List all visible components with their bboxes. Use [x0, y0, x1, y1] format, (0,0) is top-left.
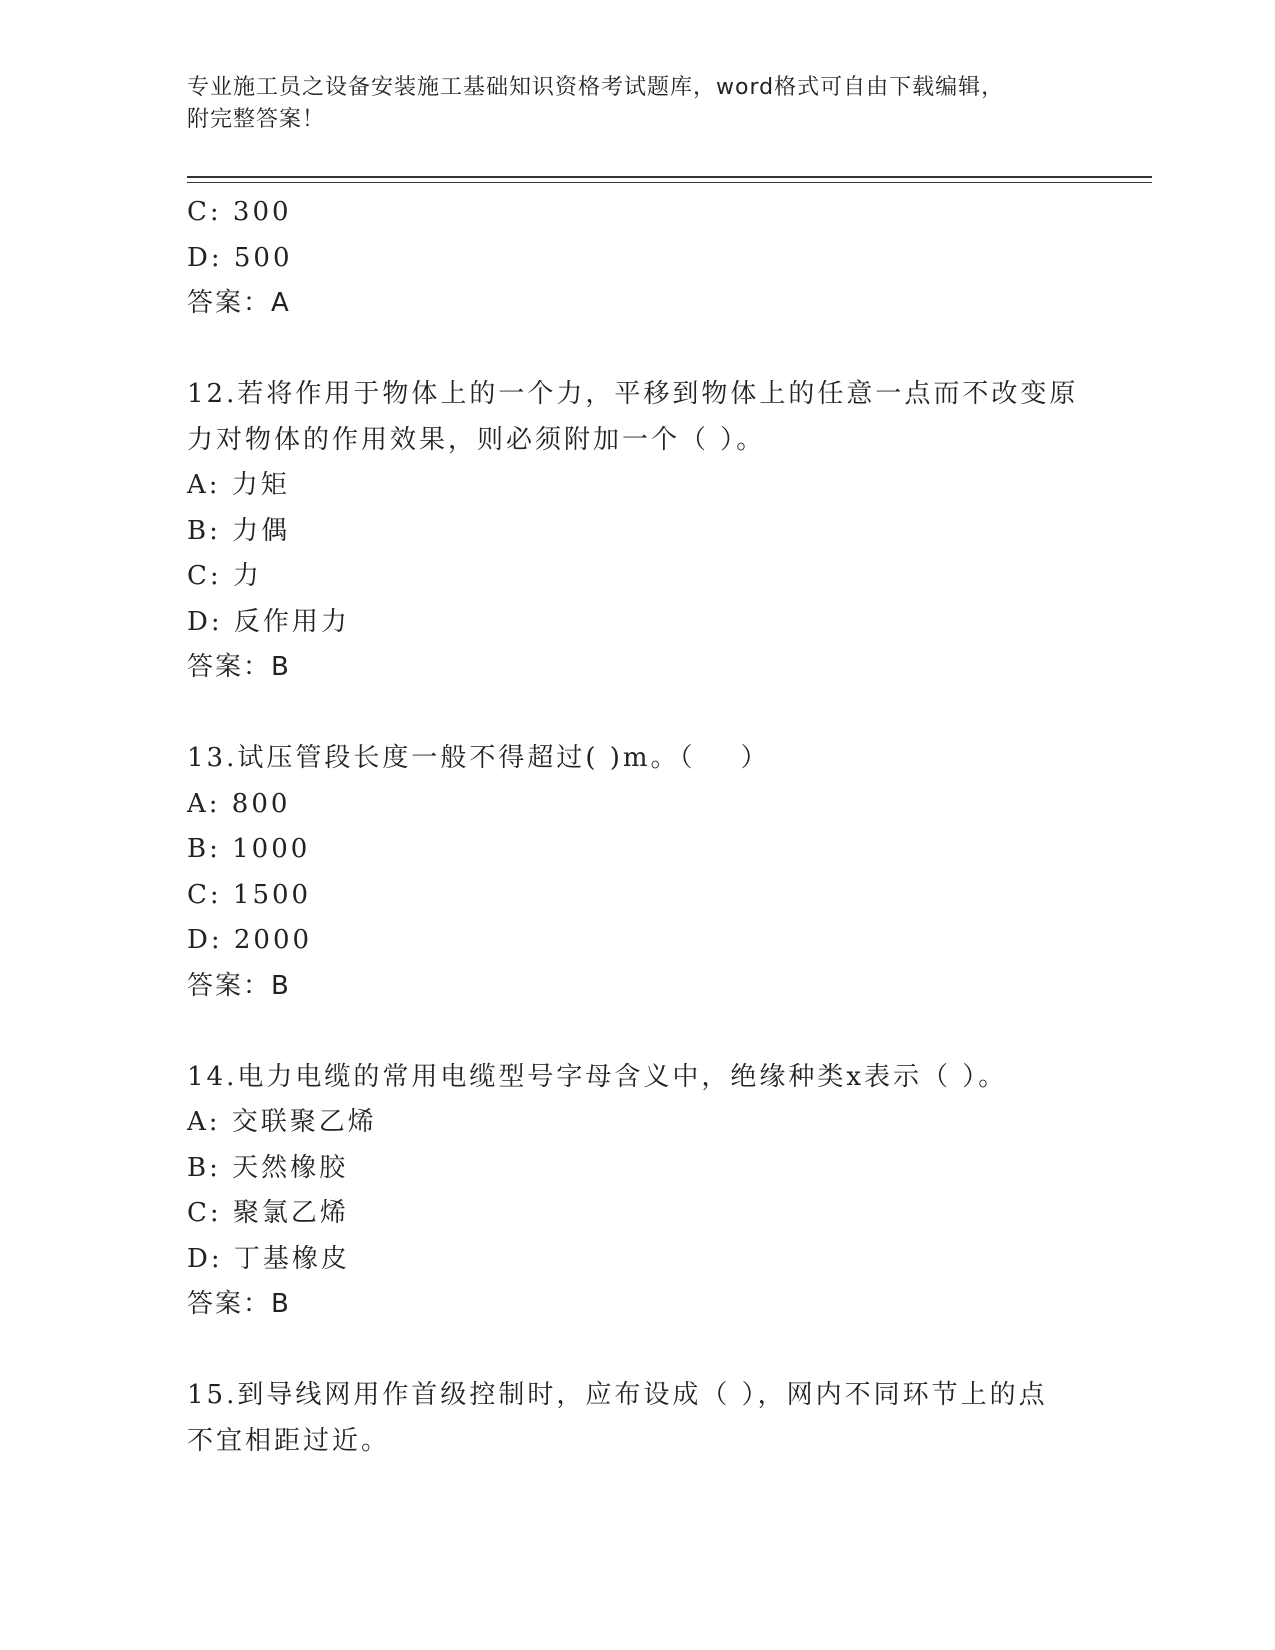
- question-14: [187, 1055, 1087, 1328]
- header-line-1: 专业施工员之设备安装施工基础知识资格考试题库，word格式可自由下载编辑，: [187, 75, 1005, 100]
- question-stem-line-2: 力对物体的作用效果，则必须附加一个（ ）。: [187, 424, 766, 455]
- option-d: D: 2000: [187, 925, 313, 955]
- option-a: A: 800: [187, 788, 291, 819]
- option-c: C: 1500: [187, 879, 312, 910]
- page-header: [187, 72, 1067, 136]
- option-a: A: 交联聚乙烯: [187, 1107, 377, 1137]
- question-stem-line-2: 不宜相距过近。: [187, 1425, 391, 1456]
- option-c: C: 力: [187, 561, 262, 591]
- question-11-tail: [187, 190, 1087, 327]
- question-stem-line-1: 14.电力电缆的常用电缆型号字母含义中，绝缘种类x表示（ ）。: [187, 1061, 1008, 1092]
- option-a: A: 力矩: [187, 470, 290, 500]
- option-d: D: 500: [187, 242, 293, 273]
- question-list: [187, 190, 1087, 1464]
- answer: 答案：A: [187, 288, 291, 318]
- header-divider-thick: [187, 176, 1152, 178]
- option-b: B: 1000: [187, 834, 311, 864]
- option-b: B: 天然橡胶: [187, 1152, 349, 1183]
- question-stem-line-1: 13.试压管段长度一般不得超过( )m。（ ）: [187, 743, 770, 773]
- question-13: [187, 736, 1087, 1009]
- answer: 答案：B: [187, 1289, 291, 1319]
- option-c: C: 300: [187, 197, 292, 227]
- question-stem-line-1: 12.若将作用于物体上的一个力，平移到物体上的任意一点而不改变原: [187, 379, 1079, 409]
- option-d: D: 反作用力: [187, 606, 350, 637]
- question-15: [187, 1373, 1087, 1464]
- question-stem-line-1: 15.到导线网用作首级控制时，应布设成（ ），网内不同环节上的点: [187, 1380, 1048, 1410]
- header-line-2: 附完整答案！: [187, 107, 326, 132]
- answer: 答案：B: [187, 970, 291, 1001]
- option-d: D: 丁基橡皮: [187, 1243, 350, 1274]
- answer: 答案：B: [187, 652, 291, 682]
- question-12: [187, 372, 1087, 691]
- option-b: B: 力偶: [187, 515, 291, 546]
- option-c: C: 聚氯乙烯: [187, 1198, 349, 1228]
- header-divider-thin: [187, 182, 1152, 183]
